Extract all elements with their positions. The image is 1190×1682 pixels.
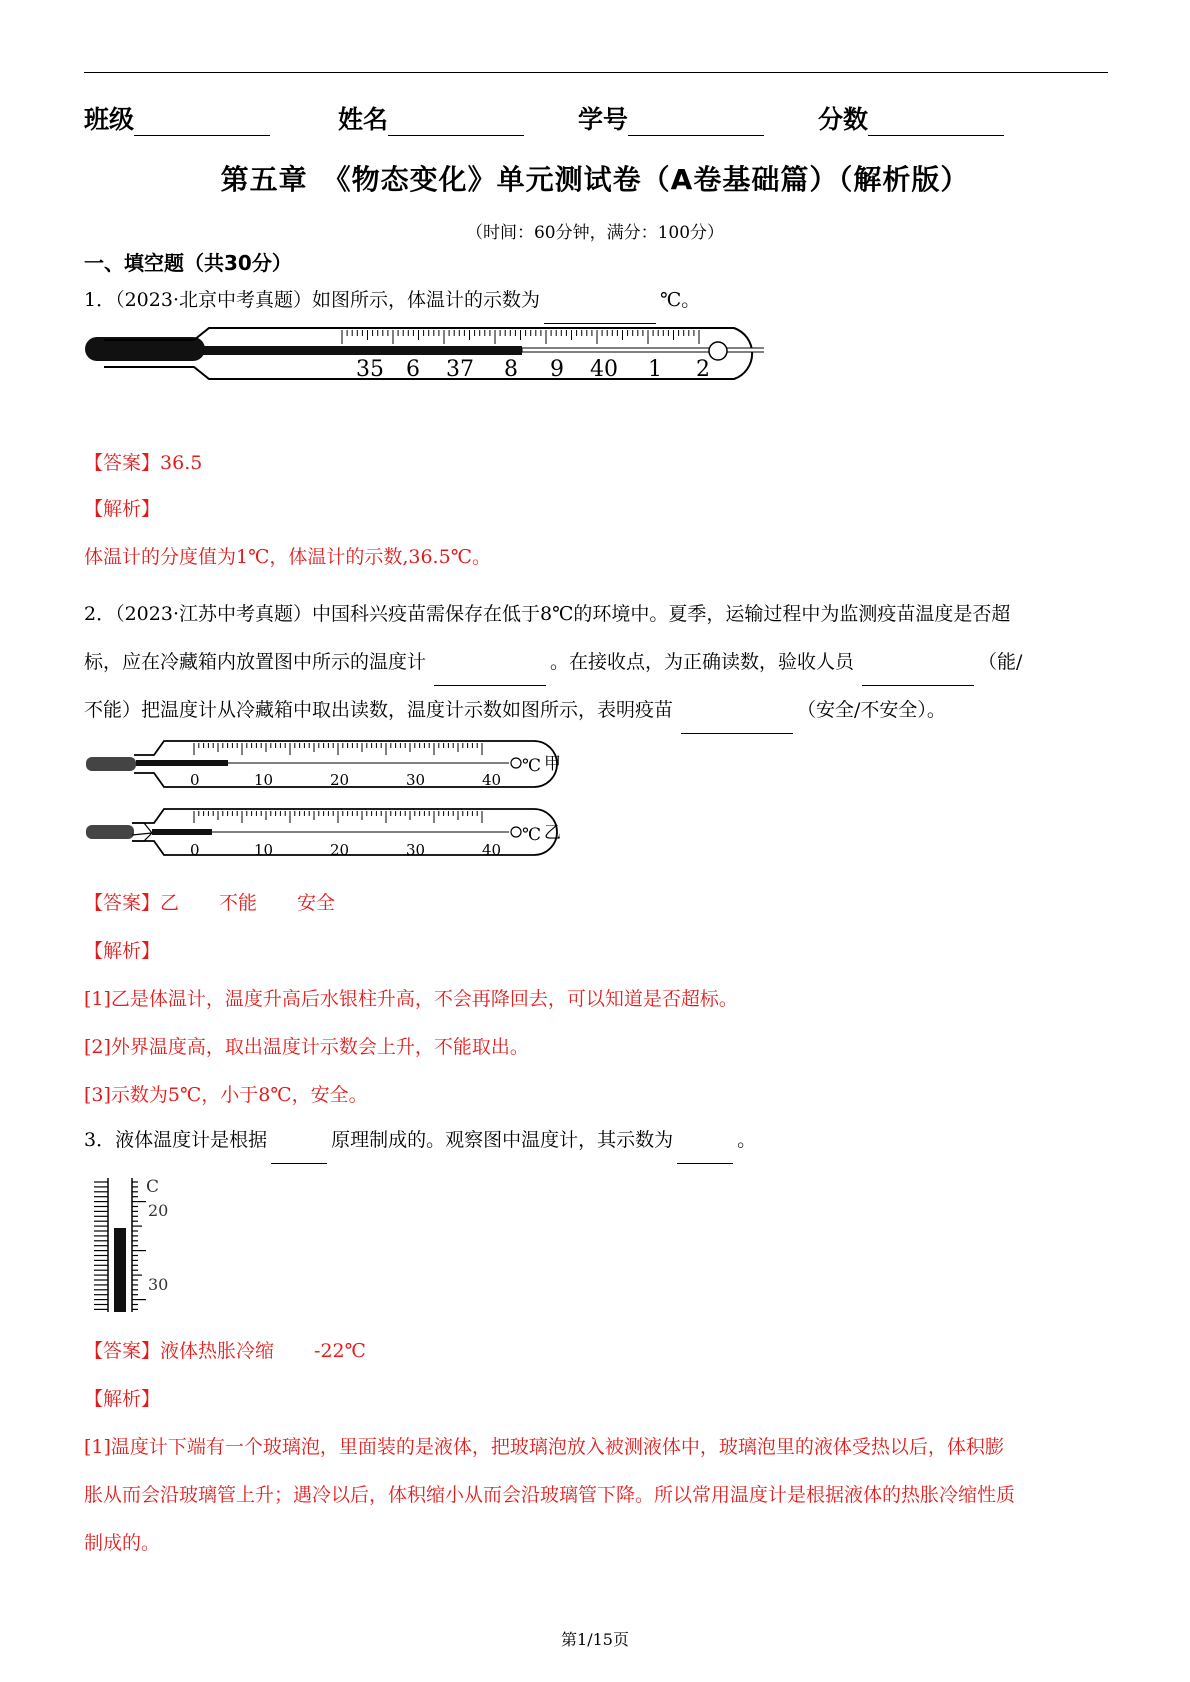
scale-label: 10	[254, 771, 274, 789]
q2-blank-3[interactable]	[681, 711, 793, 734]
unit-label: C	[146, 1177, 160, 1197]
section-heading: 一、填空题（共30分）	[84, 251, 292, 275]
question-2: 2．（2023·江苏中考真题）中国科兴疫苗需保存在低于8℃的环境中。夏季，运输过程中为监测疫苗温度是否超 标，应在冷藏箱内放置图中所示的温度计 。在接收点，为正确读数，验收人员 （能/ 不能）把温度计从冷藏箱中取出读数，温度计示数如图所示，表明疫苗 （安全/不安全）。	[84, 590, 1108, 734]
thermometer-b-bulb	[86, 825, 134, 839]
q2-blank-1[interactable]	[434, 663, 546, 686]
question-3: 3．液体温度计是根据 原理制成的。观察图中温度计，其示数为 。	[84, 1116, 1108, 1164]
q3-blank-1[interactable]	[271, 1141, 327, 1164]
q2-analysis-tag: 【解析】	[84, 940, 161, 962]
thermometer-a-ticks	[194, 743, 482, 755]
id-field: 学号	[578, 100, 764, 136]
q2-analysis-2: [2]外界温度高，取出温度计示数会上升，不能取出。	[84, 1036, 529, 1058]
q3-answer: 【答案】液体热胀冷缩 -22℃	[84, 1340, 366, 1362]
scale-label: 20	[330, 771, 350, 789]
scale-label: 0	[190, 771, 200, 789]
q3-analysis-2: 胀从而会沿玻璃管上升；遇冷以后，体积缩小从而会沿玻璃管下降。所以常用温度计是根据液体的热胀冷缩性质	[84, 1484, 1016, 1506]
page-number: 第1/15页	[561, 1630, 629, 1649]
scale-label: 40	[482, 771, 502, 789]
thermometer-b-end	[511, 827, 521, 837]
scale-label: 9	[550, 357, 564, 382]
class-field: 班级	[84, 100, 270, 136]
scale-label: 40	[482, 841, 502, 859]
vertical-thermometer-figure	[84, 1172, 184, 1318]
q3-analysis-tag: 【解析】	[84, 1388, 161, 1410]
q1-analysis: 体温计的分度值为1℃，体温计的示数,36.5℃。	[84, 546, 491, 568]
scale-label: 20	[148, 1201, 169, 1220]
top-rule	[84, 72, 1108, 73]
thermometer-a-bulb	[86, 757, 136, 771]
scale-label: 1	[648, 357, 662, 382]
q2-blank-2[interactable]	[862, 663, 974, 686]
clinical-thermometer-figure	[84, 320, 764, 382]
scale-label: 8	[504, 357, 518, 382]
page-subtitle: （时间：60分钟，满分：100分）	[465, 223, 725, 243]
capillary-end	[709, 342, 727, 360]
scale-label: 30	[406, 771, 426, 789]
page-title: 第五章 《物态变化》单元测试卷（A卷基础篇）（解析版）	[220, 163, 970, 196]
two-thermometers-figure	[84, 735, 584, 865]
q1-answer: 【答案】36.5	[84, 452, 203, 474]
name-field: 姓名	[338, 100, 524, 136]
thermometer-a-end	[511, 758, 521, 768]
scale-label: 0	[190, 841, 200, 859]
scale-label: 40	[590, 357, 618, 382]
scale-label: 2	[696, 357, 710, 382]
id-blank[interactable]	[628, 109, 764, 136]
thermometer-a-unit: ℃	[522, 756, 542, 776]
name-blank[interactable]	[388, 109, 524, 136]
q1-analysis-tag: 【解析】	[84, 498, 161, 520]
scale-label: 20	[330, 841, 350, 859]
liquid-column	[114, 1228, 126, 1312]
mercury-column	[202, 346, 522, 355]
thermometer-a-name: 甲	[544, 754, 561, 774]
scale-label: 10	[254, 841, 274, 859]
score-field: 分数	[818, 100, 1004, 136]
thermometer-b-unit: ℃	[522, 825, 542, 845]
thermometer-b-name: 乙	[544, 823, 561, 843]
q2-analysis-1: [1]乙是体温计，温度升高后水银柱升高，不会再降回去，可以知道是否超标。	[84, 988, 738, 1010]
q3-blank-2[interactable]	[677, 1141, 733, 1164]
thermometer-b-constriction	[132, 823, 152, 841]
class-blank[interactable]	[134, 109, 270, 136]
question-1: 1．（2023·北京中考真题）如图所示，体温计的示数为 ℃。	[84, 276, 1108, 324]
thermometer-a-liquid	[136, 760, 228, 766]
score-blank[interactable]	[868, 109, 1004, 136]
scale-label: 6	[406, 357, 420, 382]
thermometer-ticks	[342, 330, 699, 344]
scale-label: 35	[356, 357, 384, 382]
q2-answer: 【答案】乙 不能 安全	[84, 892, 336, 914]
scale-label: 30	[406, 841, 426, 859]
scale-label: 37	[446, 357, 474, 382]
scale-label: 30	[148, 1275, 169, 1294]
thermometer-b-ticks	[194, 811, 482, 823]
q3-analysis-1: [1]温度计下端有一个玻璃泡，里面装的是液体，把玻璃泡放入被测液体中，玻璃泡里的液体受热以后，体积膨	[84, 1436, 1004, 1458]
q2-analysis-3: [3]示数为5℃，小于8℃，安全。	[84, 1084, 368, 1106]
thermometer-b-liquid	[152, 829, 212, 835]
q3-analysis-3: 制成的。	[84, 1532, 161, 1554]
